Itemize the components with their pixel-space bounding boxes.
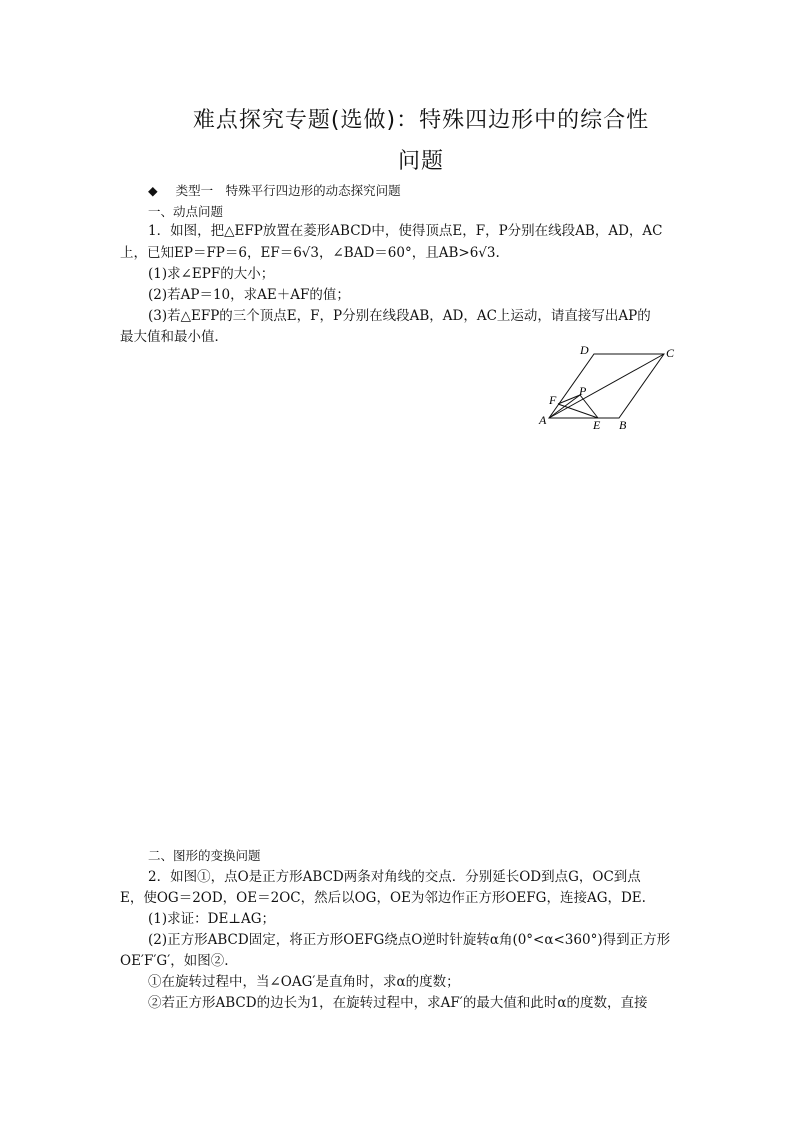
- type1-title: 类型一 特殊平行四边形的动态探究问题: [175, 183, 401, 198]
- label-d: D: [580, 343, 589, 357]
- section1-heading: 一、动点问题: [148, 204, 224, 219]
- label-c: C: [666, 346, 675, 360]
- problem2-part2-line1: (2)正方形ABCD固定，将正方形OEFG绕点O逆时针旋转α角(0°<α<360°)得到正方形: [148, 932, 671, 948]
- problem2-part2-line2: OE′F′G′，如图②.: [120, 953, 229, 969]
- problem2-line2: E，使OG＝2OD，OE＝2OC，然后以OG，OE为邻边作正方形OEFG，连接AG，DE.: [120, 890, 646, 906]
- diagonal-ac: [549, 354, 664, 418]
- label-e: E: [593, 418, 601, 432]
- problem2-part1: (1)求证：DE⊥AG；: [148, 911, 276, 927]
- problem2-sub1: ①在旋转过程中，当∠OAG′是直角时，求α的度数；: [148, 974, 460, 990]
- problem2-sub2: ②若正方形ABCD的边长为1，在旋转过程中，求AF′的最大值和此时α的度数，直接: [148, 995, 648, 1011]
- page-title-line1: 难点探究专题(选做)：特殊四边形中的综合性: [192, 108, 650, 133]
- problem1-line1: 1．如图，把△EFP放置在菱形ABCD中，使得顶点E，F，P分别在线段AB，AD，AC: [148, 223, 663, 239]
- section2-heading: 二、图形的变换问题: [148, 848, 261, 863]
- diamond-bullet-icon: ◆: [148, 183, 158, 198]
- label-p: P: [579, 384, 587, 398]
- problem1-part2: (2)若AP＝10，求AE＋AF的值；: [148, 287, 350, 303]
- problem1-line2: 上，已知EP＝FP＝6，EF＝6√3，∠BAD＝60°，且AB>6√3.: [120, 245, 500, 261]
- label-a: A: [539, 413, 547, 427]
- problem1-part1: (1)求∠EPF的大小；: [148, 266, 275, 282]
- type1-heading: [148, 181, 401, 201]
- rhombus-figure: [530, 340, 690, 435]
- problem1-part3-line2: 最大值和最小值．: [120, 329, 228, 345]
- problem2-line1: 2．如图①，点O是正方形ABCD两条对角线的交点．分别延长OD到点G，OC到点: [148, 869, 641, 885]
- page-title-line2: 问题: [397, 149, 444, 174]
- problem1-part3-line1: (3)若△EFP的三个顶点E，F，P分别在线段AB，AD，AC上运动，请直接写出AP的: [148, 308, 651, 324]
- label-b: B: [619, 418, 627, 432]
- label-f: F: [549, 393, 557, 407]
